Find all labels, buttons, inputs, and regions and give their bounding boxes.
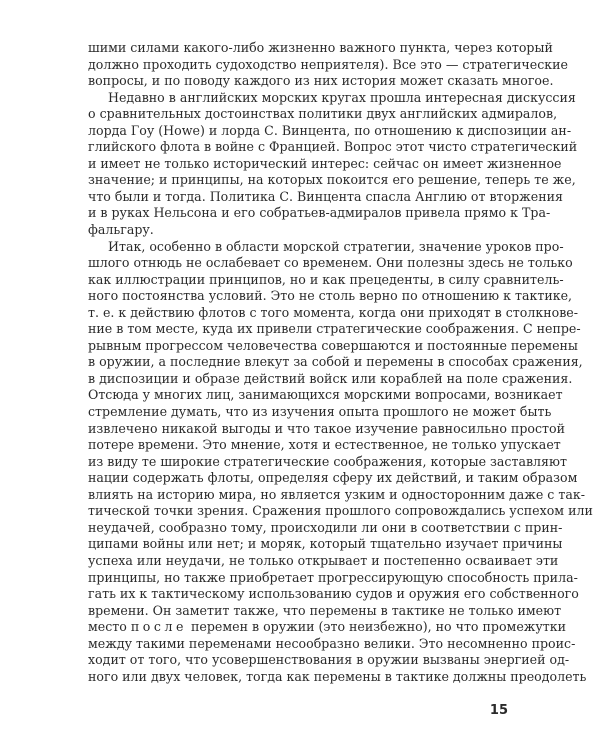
text-line: и имеет не только исторический интерес: сейчас он имеет жизненное xyxy=(88,155,562,171)
text-line: Итак, особенно в области морской стратегии, значение уроков про- xyxy=(108,238,564,254)
page-number: 15 xyxy=(489,703,508,718)
text-line: и в руках Нельсона и его собратьев-адмиралов привела прямо к Тра- xyxy=(88,205,551,221)
text-line: в диспозиции и образе действий войск или кораблей на поле сражения. xyxy=(88,370,573,386)
text-line: глийского флота в войне с Францией. Вопрос этот чисто стратегический xyxy=(88,139,578,155)
text-line: нации содержать флоты, определяя сферу их действий, и таким образом xyxy=(88,470,578,486)
text-line-spaced-emphasis: место после перемен в оружии (это неизбежно), но что промежутки xyxy=(88,619,567,635)
text-line: времени. Он заметит также, что перемены в тактике не только имеют xyxy=(88,602,562,618)
text-line: потере времени. Это мнение, хотя и естественное, не только упускает xyxy=(88,437,561,453)
text-line: Отсюда у многих лиц, занимающихся морскими вопросами, возникает xyxy=(88,387,563,403)
text-line: шлого отнюдь не ослабевает со временем. Они полезны здесь не только xyxy=(88,255,573,271)
text-line: рывным прогрессом человечества совершаются и постоянные перемены xyxy=(88,337,578,353)
text-line: значение; и принципы, на которых покоится его решение, теперь те же, xyxy=(88,172,576,188)
text-line: фальгару. xyxy=(88,222,154,238)
text-line: ного постоянства условий. Это не столь верно по отношению к тактике, xyxy=(88,288,573,304)
text-line: вопросы, и по поводу каждого из них история может сказать многое. xyxy=(88,73,554,89)
text-line: влиять на историю мира, но является узким и односторонним даже с так- xyxy=(88,486,585,502)
text-line: из виду те широкие стратегические соображения, которые заставляют xyxy=(88,453,567,469)
text-line: стремление думать, что из изучения опыта прошлого не может быть xyxy=(88,404,552,420)
text-line: шими силами какого-либо жизненно важного пункта, через который xyxy=(88,40,553,55)
text-line: Недавно в английских морских кругах прошла интересная дискуссия xyxy=(108,89,576,105)
text-line: успеха или неудачи, не только открывает и постепенно осваивает эти xyxy=(88,552,559,568)
text-line: ного или двух человек, тогда как перемены в тактике должны преодолеть xyxy=(88,668,587,684)
text-line: гать их к тактическому использованию судов и оружия его собственного xyxy=(88,586,579,602)
text-line: лорда Гоу (Howe) и лорда С. Винцента, по отношению к диспозиции ан- xyxy=(88,122,572,138)
text-line: ципами войны или нет; и моряк, который тщательно изучает причины xyxy=(88,536,563,552)
body-text xyxy=(88,40,593,685)
text-line: извлечено никакой выгоды и что такое изучение равносильно простой xyxy=(88,420,565,436)
text-line: в оружии, а последние влекут за собой и перемены в способах сражения, xyxy=(88,354,583,370)
text-line: что были и тогда. Политика С. Винцента спасла Англию от вторжения xyxy=(88,188,563,204)
text-line: между такими переменами несообразно велики. Это несомненно проис- xyxy=(88,635,576,651)
text-line: тической точки зрения. Сражения прошлого сопровождались успехом или xyxy=(88,503,593,519)
text-line: ходит от того, что усовершенствования в оружии вызваны энергией од- xyxy=(88,652,570,668)
text-line: т. е. к действию флотов с того момента, когда они приходят в столкнове- xyxy=(88,304,578,320)
text-line: как иллюстрации принципов, но и как прецеденты, в силу сравнитель- xyxy=(88,271,564,287)
text-line: должно проходить судоходство неприятеля). Все это — стратегические xyxy=(88,56,568,72)
text-line: принципы, но также приобретает прогрессирующую способность прила- xyxy=(88,569,578,585)
text-line: неудачей, сообразно тому, происходили ли они в соответствии с прин- xyxy=(88,519,563,535)
text-line: о сравнительных достоинствах политики двух английских адмиралов, xyxy=(88,106,558,122)
text-line: ние в том месте, куда их привели стратегические соображения. С непре- xyxy=(88,321,581,337)
